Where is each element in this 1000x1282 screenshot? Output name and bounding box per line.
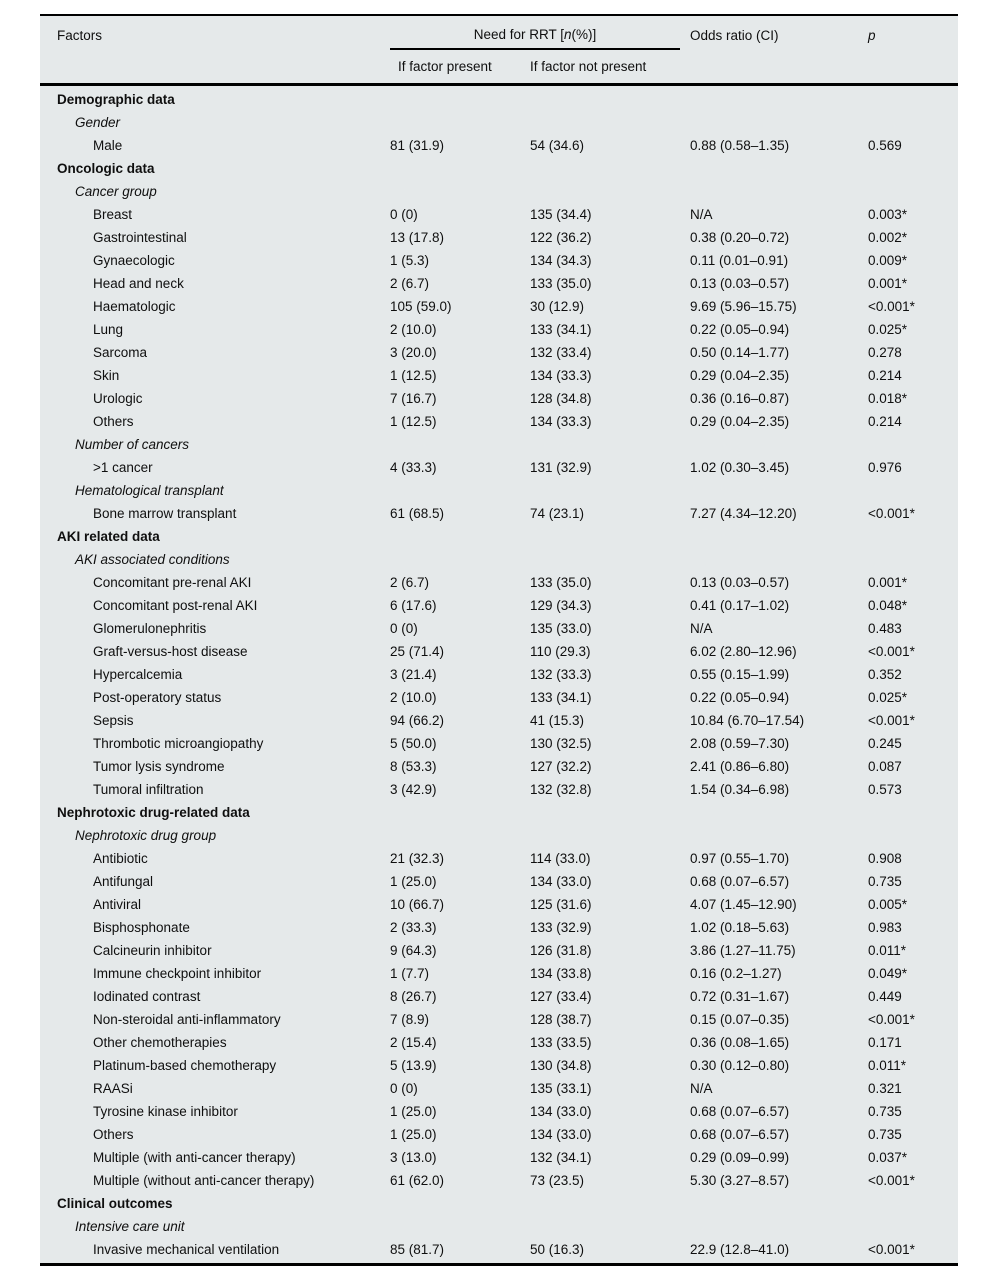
p-value: 0.278	[868, 345, 902, 360]
p-value: 0.171	[868, 1035, 902, 1050]
factor-label: Demographic data	[57, 92, 175, 107]
header-if-factor-present-label: If factor present	[398, 59, 492, 74]
present-value: 0 (0)	[390, 1081, 418, 1096]
header-if-factor-not-present	[530, 50, 690, 83]
not-present-value: 133 (33.5)	[530, 1035, 592, 1050]
table-row-item	[40, 1031, 958, 1054]
not-present-value: 131 (32.9)	[530, 460, 592, 475]
p-value: 0.018*	[868, 391, 908, 406]
factor-label: Concomitant pre-renal AKI	[93, 575, 252, 590]
table-row-item	[40, 755, 958, 778]
table-row-item	[40, 709, 958, 732]
p-value: 0.976	[868, 460, 902, 475]
table-row-item	[40, 134, 958, 157]
p-value: 0.011*	[868, 1058, 907, 1073]
factor-label: AKI associated conditions	[75, 552, 230, 567]
odds-ratio-value: N/A	[690, 207, 713, 222]
odds-ratio-value: 0.30 (0.12–0.80)	[690, 1058, 790, 1073]
odds-ratio-value: 0.13 (0.03–0.57)	[690, 575, 790, 590]
not-present-value: 133 (35.0)	[530, 276, 592, 291]
header-p	[868, 20, 958, 50]
table-row-item	[40, 249, 958, 272]
not-present-value: 133 (34.1)	[530, 322, 592, 337]
not-present-value: 135 (33.1)	[530, 1081, 592, 1096]
factor-label: Male	[93, 138, 123, 153]
odds-ratio-value: 0.15 (0.07–0.35)	[690, 1012, 790, 1027]
present-value: 6 (17.6)	[390, 598, 437, 613]
p-value: 0.569	[868, 138, 902, 153]
present-value: 94 (66.2)	[390, 713, 445, 728]
present-value: 8 (53.3)	[390, 759, 437, 774]
factor-label: Breast	[93, 207, 133, 222]
table-row-item	[40, 226, 958, 249]
odds-ratio-value: 10.84 (6.70–17.54)	[690, 713, 805, 728]
not-present-value: 134 (33.3)	[530, 414, 592, 429]
header-rrt-n: n	[564, 26, 572, 42]
present-value: 2 (10.0)	[390, 322, 437, 337]
p-value: 0.001*	[868, 276, 908, 291]
table-row-item	[40, 939, 958, 962]
factor-label: Nephrotoxic drug-related data	[57, 805, 250, 820]
table-row-subsection	[40, 433, 958, 456]
table-row-item	[40, 985, 958, 1008]
odds-ratio-value: N/A	[690, 1081, 713, 1096]
factor-label: Lung	[93, 322, 124, 337]
not-present-value: 125 (31.6)	[530, 897, 592, 912]
table-row-section	[40, 801, 958, 824]
table-row-item	[40, 456, 958, 479]
factor-label: RAASi	[93, 1081, 133, 1096]
header-factors	[40, 20, 390, 50]
not-present-value: 134 (33.8)	[530, 966, 592, 981]
p-value: 0.009*	[868, 253, 908, 268]
odds-ratio-value: 2.08 (0.59–7.30)	[690, 736, 790, 751]
factor-label: Number of cancers	[75, 437, 190, 452]
factor-label: Calcineurin inhibitor	[93, 943, 212, 958]
p-value: 0.908	[868, 851, 902, 866]
odds-ratio-value: 0.36 (0.16–0.87)	[690, 391, 790, 406]
p-value: 0.025*	[868, 690, 908, 705]
present-value: 7 (8.9)	[390, 1012, 430, 1027]
present-value: 1 (7.7)	[390, 966, 430, 981]
not-present-value: 110 (29.3)	[530, 644, 591, 659]
table-row-section	[40, 525, 958, 548]
odds-ratio-value: N/A	[690, 621, 713, 636]
factor-label: Tyrosine kinase inhibitor	[93, 1104, 238, 1119]
not-present-value: 134 (33.0)	[530, 874, 592, 889]
p-value: 0.735	[868, 874, 902, 889]
present-value: 105 (59.0)	[390, 299, 452, 314]
not-present-value: 132 (33.3)	[530, 667, 592, 682]
p-value: 0.025*	[868, 322, 908, 337]
factor-label: AKI related data	[57, 529, 160, 544]
present-value: 5 (50.0)	[390, 736, 437, 751]
present-value: 1 (25.0)	[390, 1104, 437, 1119]
factor-label: Bone marrow transplant	[93, 506, 237, 521]
p-value: 0.003*	[868, 207, 908, 222]
present-value: 10 (66.7)	[390, 897, 445, 912]
table-row-item	[40, 732, 958, 755]
p-value: <0.001*	[868, 506, 915, 521]
table-row-section	[40, 1192, 958, 1215]
odds-ratio-value: 9.69 (5.96–15.75)	[690, 299, 797, 314]
odds-ratio-value: 1.02 (0.30–3.45)	[690, 460, 790, 475]
odds-ratio-value: 0.68 (0.07–6.57)	[690, 874, 790, 889]
odds-ratio-value: 0.13 (0.03–0.57)	[690, 276, 790, 291]
factor-label: Others	[93, 414, 134, 429]
table-row-item	[40, 1238, 958, 1261]
not-present-value: 135 (34.4)	[530, 207, 592, 222]
present-value: 1 (25.0)	[390, 874, 437, 889]
present-value: 8 (26.7)	[390, 989, 437, 1004]
odds-ratio-value: 0.22 (0.05–0.94)	[690, 322, 790, 337]
p-value: 0.245	[868, 736, 902, 751]
p-value: <0.001*	[868, 644, 915, 659]
factor-label: Cancer group	[75, 184, 157, 199]
p-value: 0.002*	[868, 230, 908, 245]
p-value: 0.214	[868, 368, 902, 383]
factor-label: Graft-versus-host disease	[93, 644, 248, 659]
header-p-label: p	[868, 27, 876, 43]
factor-label: Gastrointestinal	[93, 230, 187, 245]
odds-ratio-value: 22.9 (12.8–41.0)	[690, 1242, 790, 1257]
factor-label: Other chemotherapies	[93, 1035, 227, 1050]
present-value: 1 (12.5)	[390, 368, 437, 383]
table-row-item	[40, 1077, 958, 1100]
not-present-value: 73 (23.5)	[530, 1173, 585, 1188]
not-present-value: 134 (33.0)	[530, 1127, 592, 1142]
table-row-item	[40, 617, 958, 640]
present-value: 3 (20.0)	[390, 345, 437, 360]
factor-label: Immune checkpoint inhibitor	[93, 966, 262, 981]
table-row-item	[40, 571, 958, 594]
not-present-value: 41 (15.3)	[530, 713, 585, 728]
odds-ratio-value: 5.30 (3.27–8.57)	[690, 1173, 790, 1188]
p-value: 0.005*	[868, 897, 908, 912]
present-value: 2 (6.7)	[390, 276, 430, 291]
not-present-value: 126 (31.8)	[530, 943, 592, 958]
header-if-factor-present	[390, 50, 530, 83]
factor-label: Hypercalcemia	[93, 667, 183, 682]
p-value: <0.001*	[868, 1242, 915, 1257]
p-value: 0.087	[868, 759, 902, 774]
factor-label: Oncologic data	[57, 161, 155, 176]
not-present-value: 128 (38.7)	[530, 1012, 592, 1027]
factor-label: Sarcoma	[93, 345, 148, 360]
p-value: 0.573	[868, 782, 902, 797]
odds-ratio-value: 0.38 (0.20–0.72)	[690, 230, 790, 245]
table-row-item	[40, 962, 958, 985]
p-value: 0.214	[868, 414, 902, 429]
factor-label: Iodinated contrast	[93, 989, 201, 1004]
table-row-item	[40, 364, 958, 387]
present-value: 5 (13.9)	[390, 1058, 437, 1073]
odds-ratio-value: 0.68 (0.07–6.57)	[690, 1104, 790, 1119]
table-row-subsection	[40, 111, 958, 134]
table-row-item	[40, 502, 958, 525]
odds-ratio-value: 4.07 (1.45–12.90)	[690, 897, 797, 912]
present-value: 81 (31.9)	[390, 138, 445, 153]
p-value: 0.449	[868, 989, 902, 1004]
factor-label: Multiple (without anti-cancer therapy)	[93, 1173, 315, 1188]
not-present-value: 130 (34.8)	[530, 1058, 592, 1073]
present-value: 9 (64.3)	[390, 943, 437, 958]
table-row-item	[40, 1008, 958, 1031]
table-row-item	[40, 1169, 958, 1192]
odds-ratio-value: 1.54 (0.34–6.98)	[690, 782, 790, 797]
present-value: 1 (5.3)	[390, 253, 430, 268]
p-value: 0.048*	[868, 598, 908, 613]
factor-label: Invasive mechanical ventilation	[93, 1242, 280, 1257]
table-row-item	[40, 870, 958, 893]
odds-ratio-value: 3.86 (1.27–11.75)	[690, 943, 796, 958]
present-value: 3 (13.0)	[390, 1150, 437, 1165]
table-row-item	[40, 272, 958, 295]
header-odds-ratio-label: Odds ratio (CI)	[690, 27, 779, 43]
not-present-value: 132 (32.8)	[530, 782, 592, 797]
table-row-subsection	[40, 824, 958, 847]
p-value: 0.321	[868, 1081, 902, 1096]
p-value: 0.011*	[868, 943, 907, 958]
present-value: 0 (0)	[390, 621, 418, 636]
not-present-value: 133 (34.1)	[530, 690, 592, 705]
factor-label: >1 cancer	[93, 460, 153, 475]
header-rrt-suffix: (%)]	[571, 26, 597, 42]
not-present-value: 54 (34.6)	[530, 138, 585, 153]
p-value: <0.001*	[868, 1012, 915, 1027]
table-row-item	[40, 1123, 958, 1146]
not-present-value: 133 (32.9)	[530, 920, 592, 935]
present-value: 0 (0)	[390, 207, 418, 222]
table-row-subsection	[40, 1215, 958, 1238]
table-row-subsection	[40, 479, 958, 502]
odds-ratio-value: 0.50 (0.14–1.77)	[690, 345, 790, 360]
factor-label: Clinical outcomes	[57, 1196, 173, 1211]
not-present-value: 133 (35.0)	[530, 575, 592, 590]
table-row-item	[40, 893, 958, 916]
not-present-value: 129 (34.3)	[530, 598, 592, 613]
odds-ratio-value: 6.02 (2.80–12.96)	[690, 644, 797, 659]
odds-ratio-value: 0.72 (0.31–1.67)	[690, 989, 790, 1004]
table-row-item	[40, 640, 958, 663]
odds-ratio-value: 0.16 (0.2–1.27)	[690, 966, 782, 981]
factor-label: Antibiotic	[93, 851, 148, 866]
factor-label: Head and neck	[93, 276, 184, 291]
not-present-value: 132 (34.1)	[530, 1150, 592, 1165]
factor-label: Hematological transplant	[75, 483, 224, 498]
table-row-item	[40, 1146, 958, 1169]
factor-label: Skin	[93, 368, 120, 383]
factor-label: Nephrotoxic drug group	[75, 828, 217, 843]
table-row-item	[40, 686, 958, 709]
present-value: 3 (21.4)	[390, 667, 437, 682]
p-value: 0.735	[868, 1127, 902, 1142]
present-value: 7 (16.7)	[390, 391, 437, 406]
present-value: 2 (33.3)	[390, 920, 437, 935]
not-present-value: 134 (33.0)	[530, 1104, 592, 1119]
present-value: 85 (81.7)	[390, 1242, 445, 1257]
not-present-value: 128 (34.8)	[530, 391, 592, 406]
header-factors-label: Factors	[57, 27, 103, 43]
factor-label: Haematologic	[93, 299, 176, 314]
table-row-item	[40, 778, 958, 801]
present-value: 21 (32.3)	[390, 851, 445, 866]
factor-label: Concomitant post-renal AKI	[93, 598, 258, 613]
present-value: 3 (42.9)	[390, 782, 437, 797]
present-value: 61 (62.0)	[390, 1173, 445, 1188]
factor-label: Gynaecologic	[93, 253, 175, 268]
odds-ratio-value: 7.27 (4.34–12.20)	[690, 506, 797, 521]
header-odds-ratio	[690, 20, 868, 50]
factor-label: Tumor lysis syndrome	[93, 759, 225, 774]
odds-ratio-value: 2.41 (0.86–6.80)	[690, 759, 790, 774]
p-value: 0.735	[868, 1104, 902, 1119]
table-header	[40, 16, 958, 86]
odds-ratio-value: 0.29 (0.09–0.99)	[690, 1150, 790, 1165]
present-value: 4 (33.3)	[390, 460, 437, 475]
odds-ratio-value: 0.29 (0.04–2.35)	[690, 368, 790, 383]
factor-label: Antiviral	[93, 897, 142, 912]
not-present-value: 74 (23.1)	[530, 506, 585, 521]
odds-ratio-value: 0.55 (0.15–1.99)	[690, 667, 790, 682]
p-value: <0.001*	[868, 299, 915, 314]
header-rrt-prefix: Need for RRT [	[473, 26, 565, 42]
factor-label: Non-steroidal anti-inflammatory	[93, 1012, 281, 1027]
factor-label: Antifungal	[93, 874, 154, 889]
odds-ratio-value: 0.68 (0.07–6.57)	[690, 1127, 790, 1142]
p-value: <0.001*	[868, 713, 915, 728]
present-value: 2 (6.7)	[390, 575, 430, 590]
table-row-item	[40, 847, 958, 870]
present-value: 25 (71.4)	[390, 644, 445, 659]
present-value: 1 (25.0)	[390, 1127, 437, 1142]
table-row-item	[40, 341, 958, 364]
factor-label: Multiple (with anti-cancer therapy)	[93, 1150, 296, 1165]
table-row-item	[40, 916, 958, 939]
not-present-value: 30 (12.9)	[530, 299, 585, 314]
table-row-item	[40, 318, 958, 341]
table-row-section	[40, 157, 958, 180]
odds-ratio-value: 0.29 (0.04–2.35)	[690, 414, 790, 429]
odds-ratio-value: 0.41 (0.17–1.02)	[690, 598, 790, 613]
not-present-value: 134 (33.3)	[530, 368, 592, 383]
table-body	[40, 86, 958, 1263]
factors-table	[40, 14, 958, 1266]
not-present-value: 127 (32.2)	[530, 759, 592, 774]
table-row-item	[40, 387, 958, 410]
not-present-value: 122 (36.2)	[530, 230, 592, 245]
p-value: 0.049*	[868, 966, 908, 981]
odds-ratio-value: 0.88 (0.58–1.35)	[690, 138, 790, 153]
factor-label: Urologic	[93, 391, 143, 406]
table-row-item	[40, 1100, 958, 1123]
p-value: 0.983	[868, 920, 902, 935]
factor-label: Sepsis	[93, 713, 134, 728]
header-need-for-rrt-group	[390, 20, 680, 50]
table-row-item	[40, 410, 958, 433]
table-row-item	[40, 1054, 958, 1077]
factor-label: Bisphosphonate	[93, 920, 190, 935]
p-value: 0.352	[868, 667, 902, 682]
factor-label: Intensive care unit	[75, 1219, 185, 1234]
odds-ratio-value: 0.22 (0.05–0.94)	[690, 690, 790, 705]
not-present-value: 130 (32.5)	[530, 736, 592, 751]
header-if-factor-not-present-label: If factor not present	[530, 59, 647, 74]
odds-ratio-value: 0.36 (0.08–1.65)	[690, 1035, 790, 1050]
table-row-item	[40, 295, 958, 318]
factor-label: Platinum-based chemotherapy	[93, 1058, 277, 1073]
factor-label: Others	[93, 1127, 134, 1142]
p-value: <0.001*	[868, 1173, 915, 1188]
factor-label: Thrombotic microangiopathy	[93, 736, 264, 751]
present-value: 2 (10.0)	[390, 690, 437, 705]
table-row-section	[40, 88, 958, 111]
not-present-value: 135 (33.0)	[530, 621, 592, 636]
factor-label: Post-operatory status	[93, 690, 222, 705]
odds-ratio-value: 0.97 (0.55–1.70)	[690, 851, 790, 866]
not-present-value: 134 (34.3)	[530, 253, 592, 268]
p-value: 0.037*	[868, 1150, 908, 1165]
table-row-subsection	[40, 180, 958, 203]
not-present-value: 127 (33.4)	[530, 989, 592, 1004]
p-value: 0.001*	[868, 575, 908, 590]
not-present-value: 132 (33.4)	[530, 345, 592, 360]
factor-label: Tumoral infiltration	[93, 782, 204, 797]
table-row-subsection	[40, 548, 958, 571]
odds-ratio-value: 0.11 (0.01–0.91)	[690, 253, 789, 268]
p-value: 0.483	[868, 621, 902, 636]
table-row-item	[40, 663, 958, 686]
table-row-item	[40, 203, 958, 226]
odds-ratio-value: 1.02 (0.18–5.63)	[690, 920, 790, 935]
present-value: 13 (17.8)	[390, 230, 445, 245]
factor-label: Glomerulonephritis	[93, 621, 207, 636]
table-row-item	[40, 594, 958, 617]
present-value: 1 (12.5)	[390, 414, 437, 429]
not-present-value: 114 (33.0)	[530, 851, 591, 866]
present-value: 61 (68.5)	[390, 506, 445, 521]
present-value: 2 (15.4)	[390, 1035, 437, 1050]
not-present-value: 50 (16.3)	[530, 1242, 585, 1257]
factor-label: Gender	[75, 115, 121, 130]
